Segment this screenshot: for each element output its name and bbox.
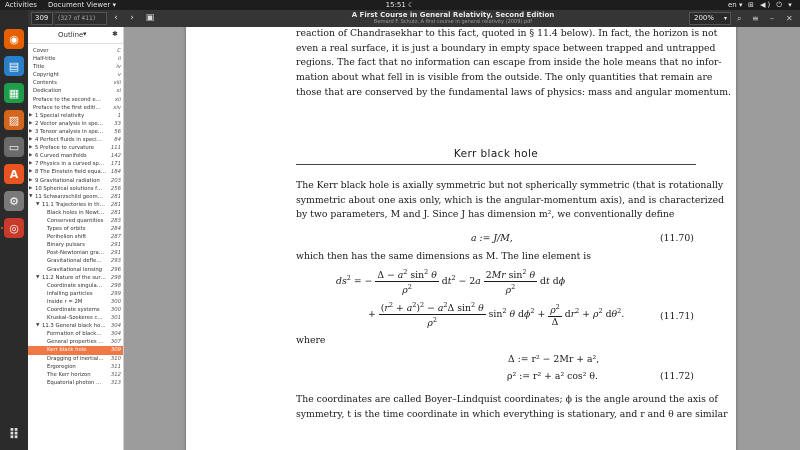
outline-item[interactable] bbox=[28, 104, 123, 112]
outline-item-page: 171 bbox=[110, 161, 121, 168]
page-count-label: (327 of 411) bbox=[55, 12, 107, 25]
outline-item-label: Copyright bbox=[33, 72, 59, 79]
outline-item-page: 313 bbox=[110, 379, 121, 386]
outline-item-page: 256 bbox=[110, 185, 121, 192]
outline-item-page: 301 bbox=[110, 315, 121, 322]
expand-right-icon[interactable]: ▶ bbox=[29, 169, 33, 175]
calc-icon[interactable]: ▦ bbox=[4, 83, 24, 103]
outline-item[interactable] bbox=[28, 225, 123, 233]
app-menu[interactable]: Document Viewer ▾ bbox=[48, 1, 117, 9]
outline-item[interactable] bbox=[28, 168, 123, 176]
outline-item-page: 310 bbox=[110, 355, 121, 362]
header-bar bbox=[28, 10, 800, 27]
outline-item[interactable] bbox=[28, 306, 123, 314]
outline-item[interactable] bbox=[28, 371, 123, 379]
equation-11-72b: ρ² := r² + a² cos² θ. bbox=[507, 371, 598, 382]
sidebar-toggle-icon[interactable]: ▣ bbox=[145, 13, 155, 23]
writer-icon[interactable]: ▤ bbox=[4, 56, 24, 76]
equation-11-72a: Δ := r² − 2Mr + a², bbox=[508, 354, 600, 365]
equation-11-71-line2: + $\frac{(r^2 + a^2)^2 - a^2\Delta \sin^2 \theta}{\rho^2}$ $\sin^2 \theta$ $d\phi^2$ + $\frac{\rho^2}{\Delta}$ $dr^2 + \rho^2$ $d\theta^2$. bbox=[368, 301, 625, 330]
outline-item-label: Formation of black… bbox=[47, 331, 102, 338]
expand-down-icon[interactable]: ▼ bbox=[36, 201, 40, 207]
language-indicator[interactable]: en ▾ bbox=[728, 1, 743, 9]
outline-item-label: Equatorial photon … bbox=[47, 379, 102, 386]
sidebar-header bbox=[28, 27, 123, 44]
text-line: where bbox=[296, 335, 326, 346]
paragraph-boyer-lindquist bbox=[296, 393, 728, 422]
paragraph-top bbox=[296, 27, 731, 100]
outline-item-label: 11 Schwarzschild geom… bbox=[35, 193, 103, 200]
outline-item-page: 203 bbox=[110, 177, 121, 184]
outline-item-page: ii bbox=[118, 56, 121, 63]
outline-item-label: Types of orbits bbox=[47, 226, 86, 233]
outline-item[interactable] bbox=[28, 79, 123, 87]
outline-item-page: xiv bbox=[113, 104, 121, 111]
expand-down-icon[interactable]: ▼ bbox=[36, 274, 40, 280]
files-icon[interactable]: ▭ bbox=[4, 137, 24, 157]
outline-item-label: Gravitational defle… bbox=[47, 258, 102, 265]
outline-item-page: 298 bbox=[110, 282, 121, 289]
outline-item[interactable] bbox=[28, 298, 123, 306]
outline-item-label: 5 Preface to curvature bbox=[35, 145, 95, 152]
outline-item[interactable] bbox=[28, 55, 123, 63]
expand-right-icon[interactable]: ▶ bbox=[29, 153, 33, 159]
outline-item-label: Binary pulsars bbox=[47, 242, 85, 249]
outline-item-label: Dragging of inertial… bbox=[47, 355, 104, 362]
outline-item-page: 298 bbox=[110, 274, 121, 281]
text-line: by two parameters, M and J. Since J has dimension m², we conventionally define bbox=[296, 209, 675, 221]
outline-item-label: General properties … bbox=[47, 339, 104, 346]
running-indicator bbox=[1, 227, 3, 229]
outline-item[interactable] bbox=[28, 322, 123, 330]
outline-item-label: Kerr black hole bbox=[47, 347, 87, 354]
outline-item[interactable] bbox=[28, 217, 123, 225]
outline-item[interactable] bbox=[28, 96, 123, 104]
outline-item-label: Black holes in Newt… bbox=[47, 209, 105, 216]
outline-item-label: 2 Vector analysis in spe… bbox=[35, 120, 103, 127]
outline-item-label: Infalling particles bbox=[47, 290, 93, 297]
outline-item-page: 142 bbox=[110, 153, 121, 160]
outline-item[interactable] bbox=[28, 363, 123, 371]
outline-item-page: viii bbox=[113, 80, 121, 87]
outline-item-label: Preface to the first editi… bbox=[33, 104, 101, 111]
section-divider bbox=[296, 164, 696, 165]
top-bar bbox=[0, 0, 800, 10]
outline-item-page: 287 bbox=[110, 234, 121, 241]
pin-icon[interactable]: ✱ bbox=[112, 30, 118, 38]
outline-item[interactable] bbox=[28, 63, 123, 71]
outline-item-label: 7 Physics in a curved sp… bbox=[35, 161, 105, 168]
outline-item-page: xi bbox=[116, 88, 121, 95]
zoom-value: 200% bbox=[694, 14, 715, 22]
outline-item-label: Inside r = 2M bbox=[47, 298, 83, 305]
outline-item-page: 291 bbox=[110, 250, 121, 257]
outline-item[interactable] bbox=[28, 314, 123, 322]
document-filename: Bernard F. Schutz, A first course in general relativity (2009).pdf bbox=[373, 19, 533, 25]
activities-button[interactable]: Activities bbox=[5, 1, 37, 9]
expand-right-icon[interactable]: ▶ bbox=[29, 128, 33, 134]
pdf-page bbox=[186, 27, 736, 450]
outline-item-page: 312 bbox=[110, 371, 121, 378]
settings-icon[interactable]: ⚙ bbox=[4, 191, 24, 211]
outline-item[interactable] bbox=[28, 193, 123, 201]
outline-item[interactable] bbox=[28, 290, 123, 298]
outline-item[interactable] bbox=[28, 274, 123, 282]
outline-item[interactable] bbox=[28, 201, 123, 209]
outline-item-page: 281 bbox=[110, 209, 121, 216]
next-pdf-page bbox=[186, 441, 736, 450]
firefox-icon[interactable]: ◉ bbox=[4, 29, 24, 49]
equation-11-71-line1: $ds^2$ = − $\frac{\Delta - a^2 \sin^2 \theta}{\rho^2}$ $dt^2 - 2a$ $\frac{2Mr \sin^2 \theta}{\rho^2}$ dt dϕ bbox=[336, 268, 566, 297]
text-line: mation about what fell in is visible from the outside. The only quantities that remain are bbox=[296, 72, 713, 84]
expand-right-icon[interactable]: ▶ bbox=[29, 120, 33, 126]
text-line: The Kerr black hole is axially symmetric but not spherically symmetric (that is rotationally bbox=[296, 180, 724, 191]
outline-item[interactable] bbox=[28, 249, 123, 257]
outline-item-page: 304 bbox=[110, 323, 121, 330]
outline-item-page: 296 bbox=[110, 266, 121, 273]
text-line: symmetric about one axis only, which is the angular-momentum axis), and is characterized bbox=[296, 194, 725, 206]
outline-item-page: 304 bbox=[110, 331, 121, 338]
outline-item-page: 33 bbox=[114, 120, 121, 127]
outline-item-page: 284 bbox=[110, 226, 121, 233]
outline-item-label: 9 Gravitational radiation bbox=[35, 177, 100, 184]
outline-item-label: Post-Newtonian gra… bbox=[47, 250, 105, 257]
outline-item[interactable] bbox=[28, 330, 123, 338]
text-line: The coordinates are called Boyer–Lindquist coordinates; ϕ is the angle around the axis of bbox=[296, 394, 718, 405]
outline-item[interactable] bbox=[28, 136, 123, 144]
text-line: which then has the same dimensions as M. The line element is bbox=[296, 251, 591, 262]
expand-right-icon[interactable]: ▶ bbox=[29, 145, 33, 151]
minimize-button[interactable]: – bbox=[770, 14, 774, 23]
document-title: A First Course in General Relativity, Second Edition bbox=[351, 11, 555, 19]
document-viewer-icon[interactable]: ◎ bbox=[4, 218, 24, 238]
outline-item-label: 11.2 Nature of the sur… bbox=[42, 274, 106, 281]
show-applications-icon[interactable]: ⠿ bbox=[8, 427, 20, 443]
equation-number: (11.72) bbox=[660, 371, 694, 382]
outline-item-page: 84 bbox=[114, 137, 121, 144]
paragraph-kerr-intro bbox=[296, 179, 725, 223]
clock[interactable]: 15:51 ☾ bbox=[385, 1, 415, 9]
outline-item[interactable] bbox=[28, 346, 123, 354]
outline-item-label: 3 Tensor analysis in spe… bbox=[35, 128, 104, 135]
outline-item-label: Coordinate singula… bbox=[47, 282, 103, 289]
outline-item-label: Kruskal–Szekeres c… bbox=[47, 315, 103, 322]
outline-item-label: 4 Perfect fluids in speci… bbox=[35, 137, 102, 144]
outline-item-page: 184 bbox=[110, 169, 121, 176]
outline-list bbox=[28, 44, 123, 387]
chevron-down-icon[interactable]: ▾ bbox=[83, 30, 87, 38]
next-page-icon[interactable]: › bbox=[130, 13, 134, 23]
outline-item-label: Gravitational lensing bbox=[47, 266, 103, 273]
outline-item-label: Half-title bbox=[33, 56, 56, 63]
outline-item-page: xii bbox=[114, 96, 121, 103]
expand-right-icon[interactable]: ▶ bbox=[29, 177, 33, 183]
close-button[interactable]: ✕ bbox=[786, 14, 793, 23]
outline-item-page: 281 bbox=[110, 201, 121, 208]
expand-down-icon[interactable]: ▼ bbox=[29, 193, 33, 199]
outline-item-label: 1 Special relativity bbox=[35, 112, 85, 119]
outline-item-page: 291 bbox=[110, 242, 121, 249]
previous-page-icon[interactable]: ‹ bbox=[114, 13, 118, 23]
outline-item[interactable] bbox=[28, 185, 123, 193]
outline-item-page: 299 bbox=[110, 290, 121, 297]
outline-item-page: 311 bbox=[110, 363, 121, 370]
outline-item[interactable] bbox=[28, 144, 123, 152]
outline-item-label: 6 Curved manifolds bbox=[35, 153, 87, 160]
outline-item-page: iv bbox=[116, 64, 121, 71]
outline-item-label: 11.1 Trajectories in th… bbox=[42, 201, 105, 208]
outline-item[interactable] bbox=[28, 160, 123, 168]
outline-item[interactable] bbox=[28, 379, 123, 387]
outline-item-label: Perihelion shift bbox=[47, 234, 87, 241]
line-element-text bbox=[296, 250, 696, 265]
outline-item[interactable] bbox=[28, 257, 123, 265]
outline-item[interactable] bbox=[28, 71, 123, 79]
outline-item[interactable] bbox=[28, 47, 123, 55]
outline-item[interactable] bbox=[28, 282, 123, 290]
text-line: symmetry, t is the time coordinate in which everything is stationary, and r and θ are similar bbox=[296, 408, 728, 420]
expand-right-icon[interactable]: ▶ bbox=[29, 161, 33, 167]
expand-right-icon[interactable]: ▶ bbox=[29, 112, 33, 118]
outline-item[interactable] bbox=[28, 120, 123, 128]
outline-item-page: 307 bbox=[110, 339, 121, 346]
expand-right-icon[interactable]: ▶ bbox=[29, 137, 33, 143]
equation-11-70: a := J/M, bbox=[471, 233, 513, 244]
equation-number: (11.71) bbox=[660, 311, 694, 322]
outline-item[interactable] bbox=[28, 233, 123, 241]
outline-item-label: Title bbox=[33, 64, 45, 71]
chevron-down-icon: ▾ bbox=[723, 15, 727, 22]
outline-item-label: Coordinate systems bbox=[47, 307, 100, 313]
outline-item-label: 8 The Einstein field equa… bbox=[35, 169, 107, 176]
outline-item-page: 111 bbox=[110, 145, 121, 152]
system-menu[interactable]: ⊞ ◀) ⏻ ▾ bbox=[748, 1, 794, 9]
text-line: those that are conserved by the fundamental laws of physics: mass and angular momentum. bbox=[296, 86, 731, 98]
outline-item[interactable] bbox=[28, 355, 123, 363]
outline-item[interactable] bbox=[28, 112, 123, 120]
page-number-input[interactable]: 309 bbox=[31, 12, 53, 25]
where-text bbox=[296, 334, 696, 349]
outline-item[interactable] bbox=[28, 209, 123, 217]
outline-item-label: 10 Spherical solutions f… bbox=[35, 185, 103, 192]
dock bbox=[0, 10, 28, 450]
outline-item-page: 300 bbox=[110, 298, 121, 305]
find-icon[interactable]: ⌕ bbox=[737, 14, 742, 23]
outline-item-label: Cover bbox=[33, 48, 49, 54]
outline-item-label: 11.3 General black ho… bbox=[42, 323, 106, 330]
outline-item-page: 56 bbox=[114, 128, 121, 135]
outline-item-label: Conserved quantities bbox=[47, 217, 104, 224]
expand-right-icon[interactable]: ▶ bbox=[29, 185, 33, 191]
outline-item-page: C bbox=[117, 48, 121, 54]
outline-item[interactable] bbox=[28, 152, 123, 160]
outline-item-page: 309 bbox=[110, 347, 121, 354]
outline-item-label: Contents bbox=[33, 80, 57, 87]
software-icon[interactable]: A bbox=[4, 164, 24, 184]
impress-icon[interactable]: ▨ bbox=[4, 110, 24, 130]
outline-item-page: v bbox=[117, 72, 121, 79]
outline-item[interactable] bbox=[28, 266, 123, 274]
text-line: even a real surface, it is just a boundary in empty space between trapped and untrapped bbox=[296, 42, 716, 54]
text-line: reaction of Chandrasekhar to this fact, quoted in § 11.4 below). In fact, the horizon is not bbox=[296, 28, 718, 39]
outline-item-page: 1 bbox=[117, 112, 121, 119]
outline-label[interactable]: Outline bbox=[58, 31, 84, 39]
section-heading: Kerr black hole bbox=[453, 148, 539, 160]
outline-item-label: The Kerr horizon bbox=[47, 371, 91, 378]
outline-item[interactable] bbox=[28, 338, 123, 346]
outline-item-page: 300 bbox=[110, 307, 121, 313]
outline-item-page: 293 bbox=[110, 258, 121, 265]
outline-item-label: Preface to the second e… bbox=[33, 96, 101, 103]
outline-item[interactable] bbox=[28, 177, 123, 185]
outline-item[interactable] bbox=[28, 241, 123, 249]
expand-down-icon[interactable]: ▼ bbox=[36, 323, 40, 329]
outline-sidebar bbox=[28, 27, 124, 450]
outline-item-label: Ergoregion bbox=[47, 363, 76, 370]
equation-number: (11.70) bbox=[660, 233, 694, 244]
outline-item-label: Dedication bbox=[33, 88, 62, 95]
outline-item-page: 283 bbox=[110, 217, 121, 224]
outline-item[interactable] bbox=[28, 128, 123, 136]
outline-item[interactable] bbox=[28, 87, 123, 95]
outline-item-page: 281 bbox=[110, 193, 121, 200]
text-line: regions. The fact that no information can escape from inside the hole means that no infor- bbox=[296, 57, 722, 69]
document-view[interactable] bbox=[124, 27, 800, 450]
hamburger-menu-icon[interactable]: ≡ bbox=[752, 14, 759, 23]
zoom-select[interactable] bbox=[689, 12, 731, 25]
